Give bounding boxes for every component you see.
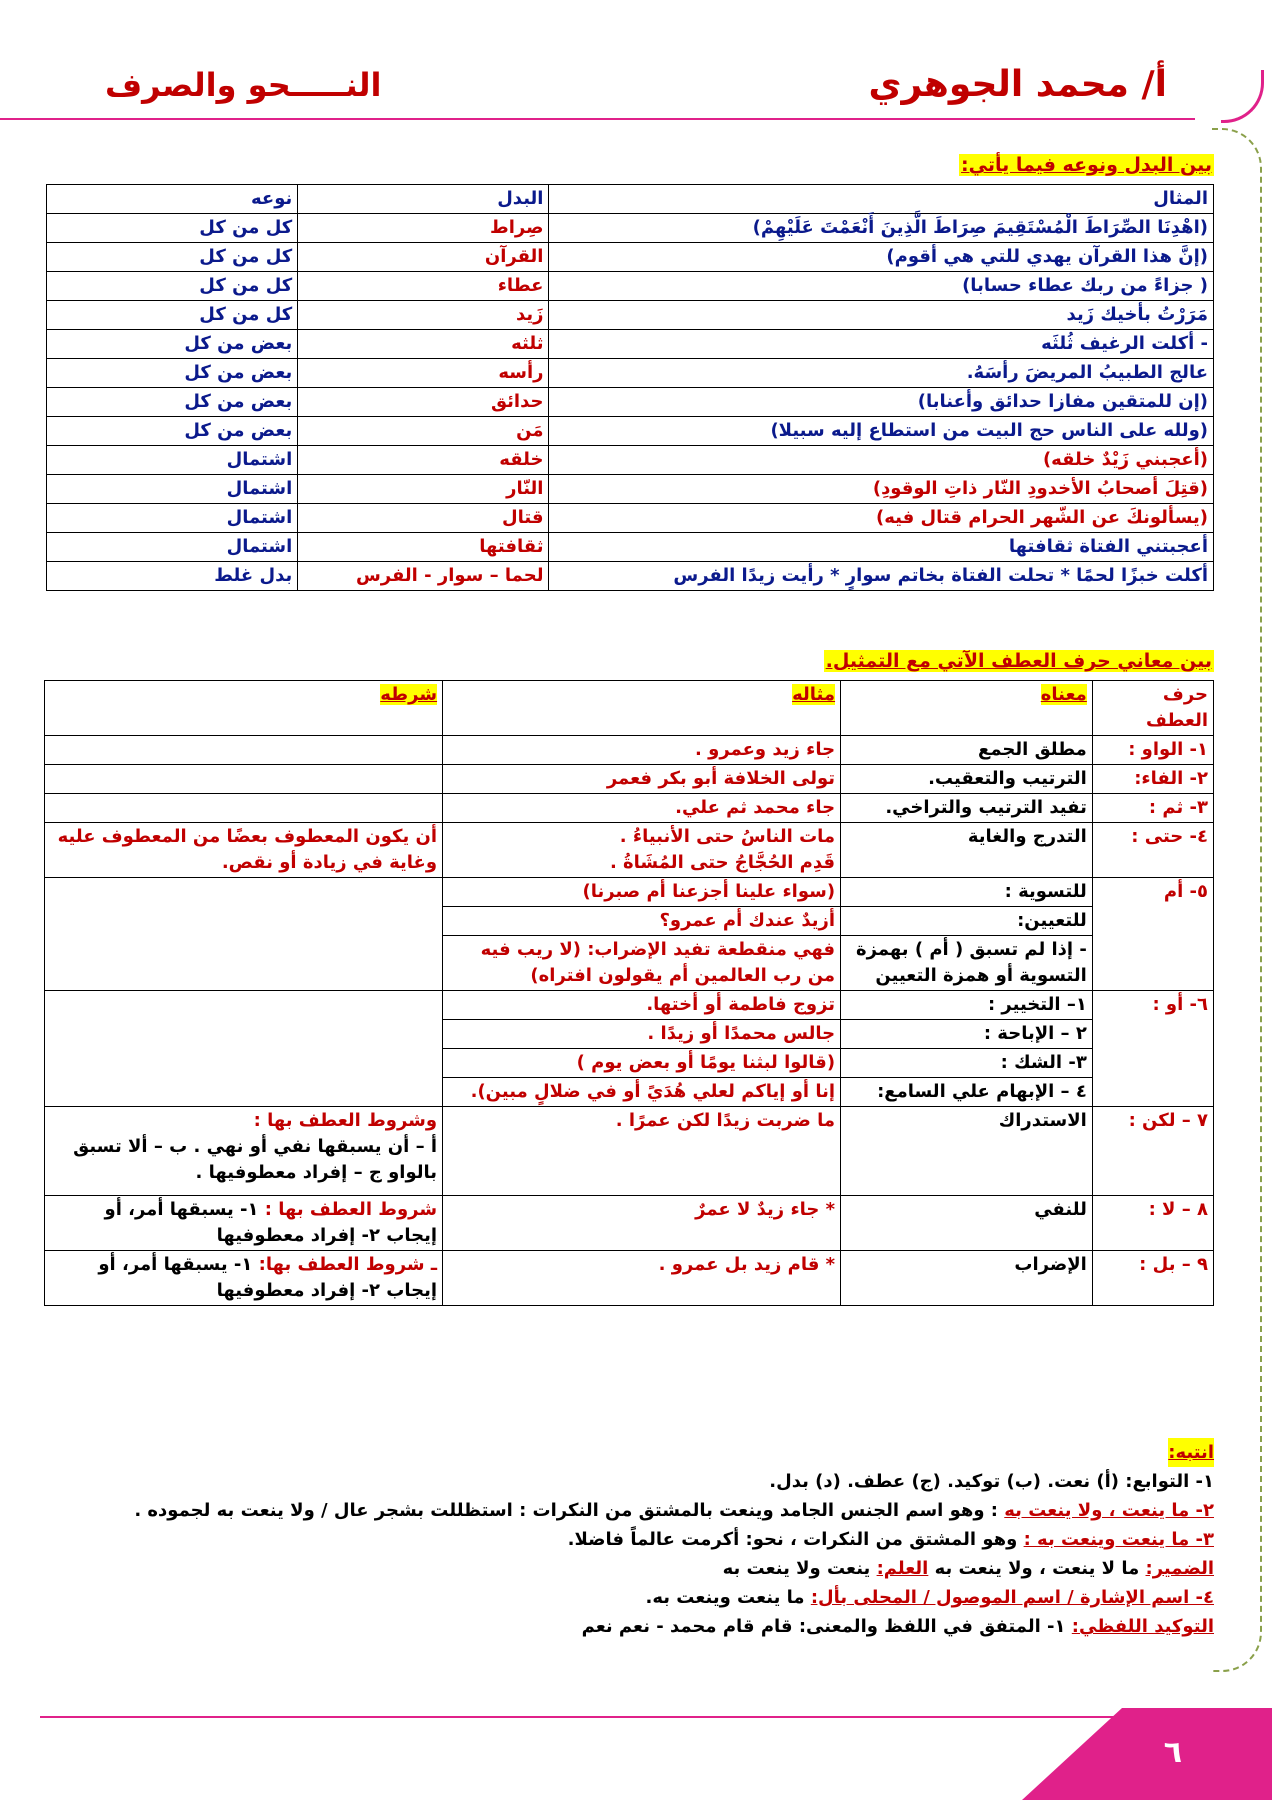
footer-corner-slant: [1022, 1708, 1122, 1800]
example-cell: * قام زيد بل عمرو .: [443, 1251, 841, 1306]
badal-table: [46, 184, 1214, 591]
meaning-cell: الترتيب والتعقيب.: [841, 765, 1093, 794]
note-text: وهو المشتق من النكرات ، نحو: أكرمت عالماً فاضلا.: [567, 1529, 1024, 1550]
meaning-cell: مطلق الجمع: [841, 736, 1093, 765]
table-row: [45, 991, 1214, 1020]
page-number: ٦: [1163, 1735, 1182, 1770]
example-cell: (قتِلَ أصحابُ الأخدودِ النّار ذاتِ الوقودِ): [549, 475, 1214, 504]
badal-cell: القرآن: [298, 243, 549, 272]
header-example: [443, 681, 841, 736]
example-cell: [443, 823, 841, 878]
table-row: [45, 878, 1214, 907]
example-cell: فهي منقطعة تفيد الإضراب: (لا ريب فيه من رب العالمين أم يقولون افتراه): [443, 936, 841, 991]
example-cell: عالج الطبيبُ المريضَ رأسَهُ.: [549, 359, 1214, 388]
badal-cell: خلقه: [298, 446, 549, 475]
type-cell: كل من كل: [47, 243, 298, 272]
meaning-cell: ٢ – الإباحة :: [841, 1020, 1093, 1049]
type-cell: بدل غلط: [47, 562, 298, 591]
table-row: [47, 475, 1214, 504]
condition-cell: [45, 736, 443, 765]
example-cell: * جاء زيدٌ لا عمرٌ: [443, 1196, 841, 1251]
condition-title: ـ شروط العطف بها:: [258, 1254, 438, 1275]
table-row: [47, 214, 1214, 243]
table-row: [47, 446, 1214, 475]
table-header-row: [47, 185, 1214, 214]
table-row: [45, 1196, 1214, 1251]
example-cell: أزيدٌ عندك أم عمرو؟: [443, 907, 841, 936]
note-line: [44, 1583, 1214, 1612]
example-cell: تزوج فاطمة أو أختها.: [443, 991, 841, 1020]
meaning-cell: ١– التخيير :: [841, 991, 1093, 1020]
condition-cell: [45, 1196, 443, 1251]
example-cell: أكلت خبزًا لحمًا * تحلت الفتاة بخاتم سوارٍ * رأيت زيدًا الفرس: [549, 562, 1214, 591]
type-cell: كل من كل: [47, 272, 298, 301]
note-text: ما لا ينعت ، ولا ينعت به: [928, 1558, 1146, 1579]
letter-cell: ٥- أم: [1092, 878, 1213, 991]
example-cell: (أعجبني زَيْدٌ خلقه): [549, 446, 1214, 475]
example-cell: (إن للمتقين مفازا حدائق وأعنابا): [549, 388, 1214, 417]
letter-cell: ٢- الفاء:: [1092, 765, 1213, 794]
note-term: الضمير:: [1145, 1558, 1214, 1579]
example-cell: (اهْدِنَا الصِّرَاطَ الْمُسْتَقِيمَ صِرَاطَ الَّذِينَ أَنْعَمْتَ عَلَيْهِمْ): [549, 214, 1214, 243]
condition-cell: [45, 794, 443, 823]
header-curve-decoration: [1221, 70, 1264, 123]
table-row: [47, 330, 1214, 359]
type-cell: بعض من كل: [47, 330, 298, 359]
note-line: [44, 1612, 1214, 1641]
condition-text: ١- يسبقها أمر، أو إيجاب ٢- إفراد معطوفيها: [98, 1254, 438, 1301]
footer-divider: [40, 1716, 1140, 1718]
table-row: [45, 1107, 1214, 1196]
letter-cell: ٨ – لا :: [1092, 1196, 1213, 1251]
badal-cell: زَيد: [298, 301, 549, 330]
condition-title: شروط العطف بها :: [264, 1199, 438, 1220]
condition-cell: [45, 991, 443, 1107]
header-badal: البدل: [298, 185, 549, 214]
letter-cell: ٧ – لكن :: [1092, 1107, 1213, 1196]
example-cell: مَرَرْتُ بأخيك زَيد: [549, 301, 1214, 330]
badal-cell: لحما – سوار - الفرس: [298, 562, 549, 591]
letter-cell: ٣- ثم :: [1092, 794, 1213, 823]
example-cell: جاء محمد ثم علي.: [443, 794, 841, 823]
table-row: [45, 765, 1214, 794]
type-cell: كل من كل: [47, 301, 298, 330]
condition-cell: [45, 765, 443, 794]
note-text: ١- المتفق في اللفظ والمعنى: قام قام محمد - نعم نعم: [581, 1616, 1072, 1637]
atf-table: [44, 680, 1214, 1306]
condition-text: ١- يسبقها أمر، أو إيجاب ٢- إفراد معطوفيها: [104, 1199, 438, 1246]
table-row: [47, 533, 1214, 562]
letter-cell: ٤- حتى :: [1092, 823, 1213, 878]
note-text: : وهو اسم الجنس الجامد وينعت بالمشتق من النكرات : استظللت بشجر عال / ولا ينعت به لجموده .: [134, 1500, 1005, 1521]
letter-cell: ١- الواو :: [1092, 736, 1213, 765]
badal-cell: ثقافتها: [298, 533, 549, 562]
badal-cell: حدائق: [298, 388, 549, 417]
type-cell: اشتمال: [47, 533, 298, 562]
subject-title: النـــــحو والصرف: [105, 66, 382, 104]
header-letter: حرف العطف: [1092, 681, 1213, 736]
author-name: أ/ محمد الجوهري: [868, 64, 1167, 105]
table-row: [45, 736, 1214, 765]
note-line: [44, 1496, 1214, 1525]
example-line: مات الناسُ حتى الأنبياءُ .: [619, 826, 836, 847]
type-cell: بعض من كل: [47, 359, 298, 388]
header-divider: [0, 118, 1195, 120]
table-row: [45, 794, 1214, 823]
type-cell: كل من كل: [47, 214, 298, 243]
badal-cell: ثلثه: [298, 330, 549, 359]
meaning-cell: - إذا لم تسبق ( أم ) بهمزة التسوية أو همزة التعيين: [841, 936, 1093, 991]
example-cell: (يسألونكَ عن الشّهر الحرام قتال فيه): [549, 504, 1214, 533]
notes-title: انتبه:: [1168, 1438, 1214, 1467]
meaning-cell: تفيد الترتيب والتراخي.: [841, 794, 1093, 823]
meaning-cell: ٤ – الإبهام علي السامع:: [841, 1078, 1093, 1107]
example-cell: (سواء علينا أجزعنا أم صبرنا): [443, 878, 841, 907]
header-meaning: [841, 681, 1093, 736]
meaning-cell: الإضراب: [841, 1251, 1093, 1306]
condition-cell: [45, 1107, 443, 1196]
type-cell: اشتمال: [47, 475, 298, 504]
example-cell: أعجبتني الفتاة ثقافتها: [549, 533, 1214, 562]
type-cell: اشتمال: [47, 504, 298, 533]
dashed-frame-decoration: [1212, 128, 1262, 1672]
condition-title: وشروط العطف بها :: [253, 1110, 438, 1131]
example-cell: (إنَّ هذا القرآن يهدي للتي هي أقوم): [549, 243, 1214, 272]
header-condition: [45, 681, 443, 736]
note-line: ١- التوابع: (أ) نعت. (ب) توكيد. (ج) عطف. (د) بدل.: [769, 1471, 1214, 1492]
note-line: [44, 1525, 1214, 1554]
section1-title: بين البدل ونوعه فيما يأتي:: [961, 154, 1212, 176]
note-text: ما ينعت وينعت به.: [645, 1587, 811, 1608]
table-row: [47, 243, 1214, 272]
example-cell: جاء زيد وعمرو .: [443, 736, 841, 765]
badal-cell: صِراط: [298, 214, 549, 243]
header-type: نوعه: [47, 185, 298, 214]
condition-cell: أن يكون المعطوف بعضًا من المعطوف عليه وغاية في زيادة أو نقص.: [45, 823, 443, 878]
example-cell: ما ضربت زيدًا لكن عمرًا .: [443, 1107, 841, 1196]
notes-section: [44, 1438, 1214, 1641]
letter-cell: ٦- أو :: [1092, 991, 1213, 1107]
example-cell: تولى الخلافة أبو بكر فعمر: [443, 765, 841, 794]
meaning-cell: للتعيين:: [841, 907, 1093, 936]
badal-cell: مَن: [298, 417, 549, 446]
example-cell: - أكلت الرغيف ثُلثَه: [549, 330, 1214, 359]
condition-cell: [45, 1251, 443, 1306]
header-condition-text: شرطه: [380, 684, 438, 705]
note-term: ٢- ما ينعت ، ولا ينعت به: [1004, 1500, 1214, 1521]
note-line: [44, 1554, 1214, 1583]
condition-text: أ – أن يسبقها نفي أو نهي . ب – ألا تسبق بالواو ج – إفراد معطوفيها .: [73, 1136, 438, 1183]
table-row: [45, 1251, 1214, 1306]
example-line: قَدِم الحُجَّاجُ حتى المُشَاةُ .: [609, 852, 836, 873]
type-cell: اشتمال: [47, 446, 298, 475]
table-header-row: [45, 681, 1214, 736]
example-cell: (قالوا لبثنا يومًا أو بعض يوم ): [443, 1049, 841, 1078]
table-row: [47, 417, 1214, 446]
table-row: [47, 359, 1214, 388]
meaning-cell: للنفي: [841, 1196, 1093, 1251]
table-row: [47, 388, 1214, 417]
meaning-cell: ٣- الشك :: [841, 1049, 1093, 1078]
header-example-text: مثاله: [792, 684, 836, 705]
section2-title: بين معاني حرف العطف الآتي مع التمثيل.: [825, 650, 1212, 672]
note-term: ٣- ما ينعت وينعت به :: [1023, 1529, 1214, 1550]
badal-cell: رأسه: [298, 359, 549, 388]
header-meaning-text: معناه: [1040, 684, 1087, 705]
table-row: [47, 504, 1214, 533]
example-cell: إنا أو إياكم لعلي هُدَيً أو في ضلالٍ مبين).: [443, 1078, 841, 1107]
meaning-cell: للتسوية :: [841, 878, 1093, 907]
type-cell: بعض من كل: [47, 417, 298, 446]
footer-corner-decoration: [1122, 1708, 1272, 1800]
type-cell: بعض من كل: [47, 388, 298, 417]
note-term: التوكيد اللفظي:: [1071, 1616, 1214, 1637]
badal-cell: النّار: [298, 475, 549, 504]
table-row: [47, 301, 1214, 330]
condition-cell: [45, 878, 443, 991]
table-row: [47, 562, 1214, 591]
example-cell: جالس محمدًا أو زيدًا .: [443, 1020, 841, 1049]
note-term: ٤- اسم الإشارة / اسم الموصول / المحلى بأل:: [810, 1587, 1214, 1608]
table-row: [47, 272, 1214, 301]
badal-cell: عطاء: [298, 272, 549, 301]
meaning-cell: التدرج والغاية: [841, 823, 1093, 878]
meaning-cell: الاستدراك: [841, 1107, 1093, 1196]
example-cell: ( جزاءً من ربك عطاء حسابا): [549, 272, 1214, 301]
badal-cell: قتال: [298, 504, 549, 533]
example-cell: (ولله على الناس حج البيت من استطاع إليه سبيلا): [549, 417, 1214, 446]
header-example: المثال: [549, 185, 1214, 214]
note-term: العلم:: [876, 1558, 929, 1579]
letter-cell: ٩ – بل :: [1092, 1251, 1213, 1306]
table-row: [45, 823, 1214, 878]
note-text: ينعت ولا ينعت به: [722, 1558, 877, 1579]
